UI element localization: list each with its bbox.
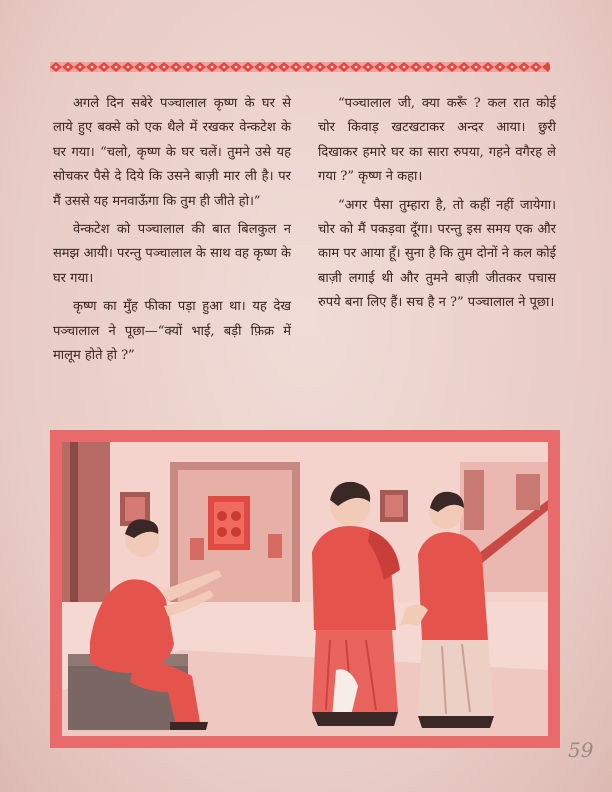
- story-illustration: [50, 430, 560, 748]
- text-column-left: [53, 92, 291, 372]
- paragraph: “पञ्चालाल जी, क्या करूँ ? कल रात कोई चोर किवाड़ खटखटाकर अन्दर आया। छुरी दिखाकर हमारे घर का सारा रुपया, गहने वगैरह ले गया ?” कृष्ण ने कहा।: [318, 96, 556, 185]
- decorative-border-strip: [50, 60, 550, 74]
- paragraph: “अगर पैसा तुम्हारा है, तो कहीं नहीं जायेगा। चोर को मैं पकड़वा दूँगा। परन्तु इस समय एक और काम पर आया हूँ। सुना है कि तुम दोनों ने कल कोई बाज़ी लगाई थी और तुमने बाज़ी जीतकर पचास रुपये बना लिए हैं। सच है न ?” पञ्चालाल ने पूछा।: [318, 197, 556, 311]
- text-column-right: [318, 92, 556, 320]
- page-number: 59: [568, 738, 594, 762]
- diamond-pattern-icon: [50, 60, 550, 74]
- paragraph: वेन्कटेश को पञ्चालाल की बात बिलकुल न समझ आयी। परन्तु पञ्चालाल के साथ वह कृष्ण के घर गया।: [53, 222, 291, 286]
- paragraph: कृष्ण का मुँह फीका पड़ा हुआ था। यह देख पञ्चालाल ने पूछा—“क्यों भाई, बड़ी फ़िक्र में मालूम होते हो ?”: [53, 299, 291, 364]
- paragraph: अगले दिन सबेरे पञ्चालाल कृष्ण के घर से लाये हुए बक्से को एक थैले में रखकर वेन्कटेश के घर गया। “चलो, कृष्ण के घर चलें। तुमने उसे यह सोचकर पैसे दे दिये कि उसने बाज़ी मार ली है। पर मैं उससे यह मनवाऊँगा कि तुम ही जीते हो।”: [53, 96, 291, 209]
- illustration-scene-icon: [50, 430, 560, 748]
